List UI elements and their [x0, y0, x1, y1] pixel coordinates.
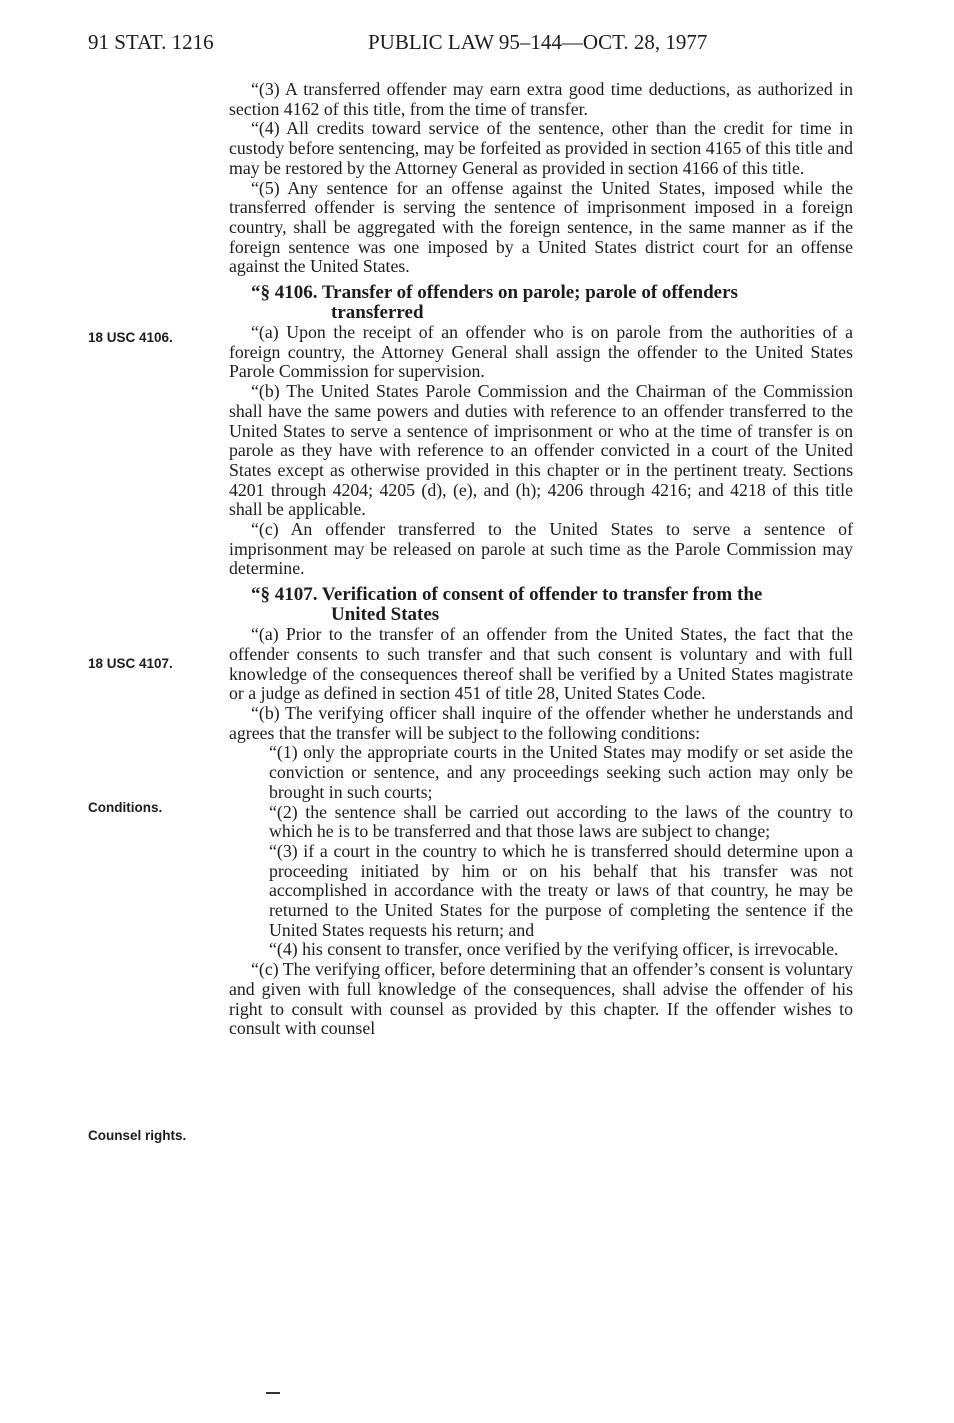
section-4106-heading-line1: “§ 4106. Transfer of offenders on parole; parole of offenders [251, 282, 738, 304]
paragraph-4: “(4) All credits toward service of the sentence, other than the credit for time in custody before sentencing, may be forfeited as provided in section 4165 of this title and may be restored by the Attorney General as provided in section 4166 of this title. [229, 118, 853, 178]
section-4107-heading-line2: United States [331, 604, 440, 626]
condition-4: “(4) his consent to transfer, once verified by the verifying officer, is irrevocable. [269, 939, 839, 960]
section-4107-c: “(c) The verifying officer, before determining that an offender’s consent is voluntary and given with full knowledge of the consequences, shall advise the offender of his right to consult with counsel as provided by this chapter. If the offender wishes to consult with counsel [229, 959, 853, 1039]
page-footer-dash [266, 1392, 280, 1394]
section-4106-a: “(a) Upon the receipt of an offender who is on parole from the authorities of a foreign country, the Attorney General shall assign the offender to the United States Parole Commission for supervision. [229, 322, 853, 382]
margin-note-counsel-rights: Counsel rights. [88, 1128, 187, 1143]
law-title: PUBLIC LAW 95–144—OCT. 28, 1977 [368, 30, 708, 54]
section-4106-c: “(c) An offender transferred to the United States to serve a sentence of imprisonment may be released on parole at such time as the Parole Commission may determine. [229, 519, 853, 579]
margin-note-conditions: Conditions. [88, 800, 163, 815]
condition-2: “(2) the sentence shall be carried out according to the laws of the country to which he is to be transferred and that those laws are subject to change; [269, 801, 853, 842]
page-reference: 91 STAT. 1216 [88, 30, 214, 54]
section-4107-a: “(a) Prior to the transfer of an offender from the United States, the fact that the offender consents to such transfer and that such consent is voluntary and with full knowledge of the consequences thereof shall be verified by a United States magistrate or a judge as defined in section 451 of title 28, United States Code. [229, 624, 853, 704]
section-4107-b: “(b) The verifying officer shall inquire of the offender whether he understands and agrees that the transfer will be subject to the following conditions: [229, 702, 853, 743]
section-4106-b: “(b) The United States Parole Commission and the Chairman of the Commission shall have the same powers and duties with reference to an offender transferred to the United States to serve a sentence of imprisonment or who at the time of transfer is on parole as they have with reference to an offender convicted in a court of the United States except as otherwise provided in this chapter or in the pertinent treaty. Sections 4201 through 4204; 4205 (d), (e), and (h); 4206 through 4216; and 4218 of this title shall be applicable. [229, 381, 853, 520]
section-4106-heading [229, 283, 853, 323]
section-4107-heading-line1: “§ 4107. Verification of consent of offender to transfer from the [251, 584, 763, 606]
section-4106-heading-line2: transferred [331, 302, 424, 324]
margin-note-18-usc-4106: 18 USC 4106. [88, 330, 173, 345]
margin-note-18-usc-4107: 18 USC 4107. [88, 656, 173, 671]
page-header [0, 30, 954, 60]
paragraph-3: “(3) A transferred offender may earn extra good time deductions, as authorized in section 4162 of this title, from the time of transfer. [229, 79, 853, 119]
statute-body [229, 80, 853, 1039]
section-4107-heading [229, 585, 853, 625]
condition-1: “(1) only the appropriate courts in the United States may modify or set aside the conviction or sentence, and any proceedings seeking such action may only be brought in such courts; [269, 742, 853, 802]
paragraph-5: “(5) Any sentence for an offense against the United States, imposed while the transferred offender is serving the sentence of imprisonment imposed in a foreign country, shall be aggregated with the foreign sentence, in the same manner as if the foreign sentence was one imposed by a United States district court for an offense against the United States. [229, 177, 853, 277]
condition-3: “(3) if a court in the country to which he is transferred should determine upon a proceeding initiated by him or on his behalf that his transfer was not accomplished in accordance with the treaty or laws of that country, he may be returned to the United States for the purpose of completing the sentence if the United States requests his return; and [269, 840, 853, 940]
